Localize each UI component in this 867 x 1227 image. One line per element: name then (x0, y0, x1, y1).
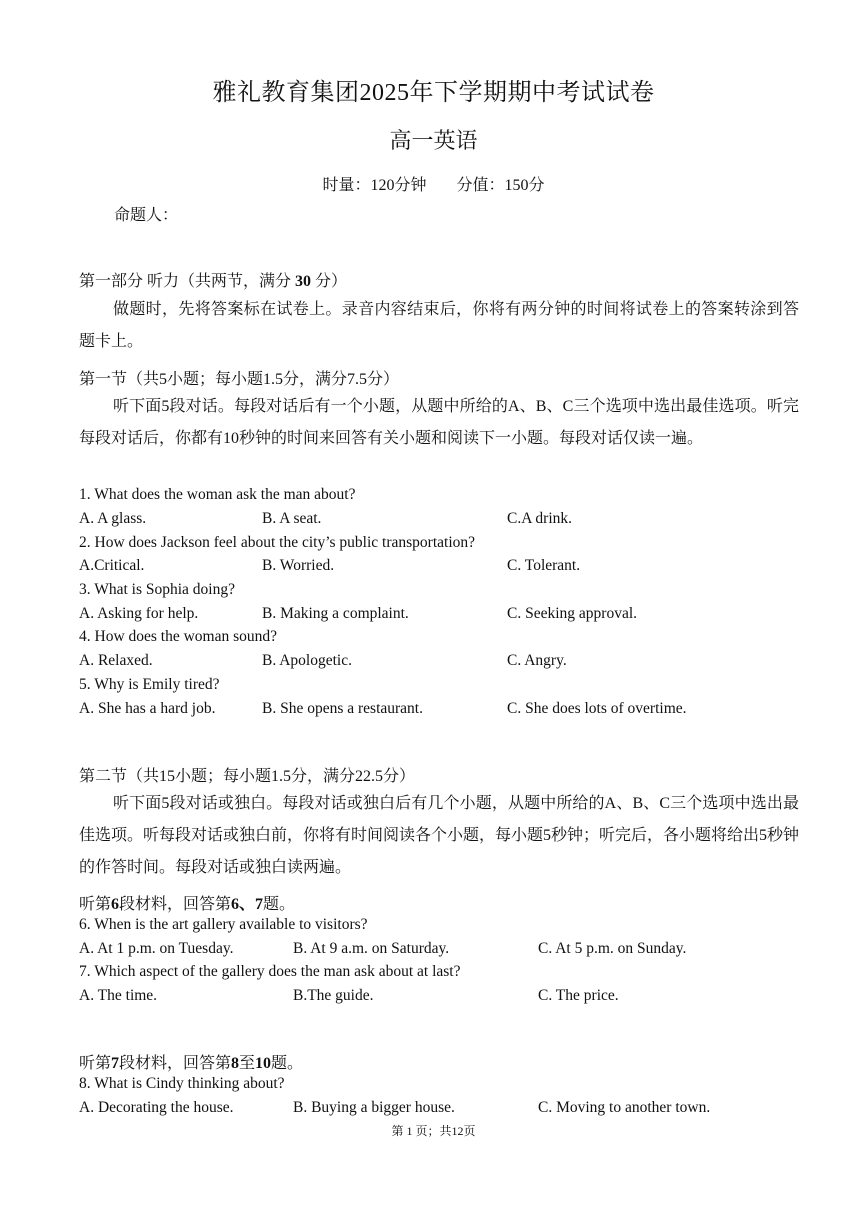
q8-option-c: C. Moving to another town. (538, 1099, 711, 1116)
q2-option-b: B. Worried. (262, 557, 335, 574)
q7-option-c: C. The price. (538, 987, 619, 1004)
q4-option-b: B. Apologetic. (262, 652, 352, 669)
q8-option-a: A. Decorating the house. (79, 1099, 234, 1116)
section2-heading: 第二节（共15小题；每小题1.5分，满分22.5分） (79, 768, 416, 785)
q8-option-b: B. Buying a bigger house. (293, 1099, 455, 1116)
q1-option-b: B. A seat. (262, 510, 322, 527)
question-8: 8. What is Cindy thinking about? (79, 1075, 285, 1092)
question-2: 2. How does Jackson feel about the city’s public transportation? (79, 534, 476, 551)
author-label: 命题人： (114, 207, 179, 224)
question-1: 1. What does the woman ask the man about? (79, 486, 356, 503)
q6-option-b: B. At 9 a.m. on Saturday. (293, 940, 450, 957)
q7-option-a: A. The time. (79, 987, 158, 1004)
exam-subtitle: 高一英语 (389, 128, 478, 153)
q4-option-c: C. Angry. (507, 652, 567, 669)
q2-option-a: A.Critical. (79, 557, 145, 574)
material-6-heading: 听第6段材料，回答第6、7题。 (79, 896, 296, 913)
q1-option-a: A. A glass. (79, 510, 147, 527)
question-3: 3. What is Sophia doing? (79, 581, 235, 598)
total-score: 分值：150分 (456, 177, 545, 194)
question-7: 7. Which aspect of the gallery does the man ask about at last? (79, 963, 461, 980)
q5-option-b: B. She opens a restaurant. (262, 700, 423, 717)
time-limit: 时量：120分钟 (322, 177, 427, 194)
q6-option-a: A. At 1 p.m. on Tuesday. (79, 940, 234, 957)
exam-title: 雅礼教育集团2025年下学期期中考试试卷 (212, 80, 655, 106)
q3-option-a: A. Asking for help. (79, 605, 199, 622)
section1-instructions: 听下面5段对话。每段对话后有一个小题，从题中所给的A、B、C三个选项中选出最佳选项。听完每段对话后，你都有10秒钟的时间来回答有关小题和阅读下一小题。每段对话仅读一遍。 (79, 398, 799, 447)
question-5: 5. Why is Emily tired? (79, 676, 220, 693)
q5-option-c: C. She does lots of overtime. (507, 700, 687, 717)
q1-option-c: C.A drink. (507, 510, 573, 527)
q3-option-c: C. Seeking approval. (507, 605, 638, 622)
q6-option-c: C. At 5 p.m. on Sunday. (538, 940, 687, 957)
section2-instructions: 听下面5段对话或独白。每段对话或独白后有几个小题，从题中所给的A、B、C三个选项中选出最佳选项。听每段对话或独白前，你将有时间阅读各个小题，每小题5秒钟；听完后，各小题将给出5秒钟的作答时间。每段对话或独白读两遍。 (79, 795, 800, 876)
q3-option-b: B. Making a complaint. (262, 605, 409, 622)
exam-meta (0, 172, 867, 195)
question-6: 6. When is the art gallery available to visitors? (79, 916, 368, 933)
q7-option-b: B.The guide. (293, 987, 374, 1004)
page-footer: 第 1 页；共12页 (391, 1124, 476, 1138)
q2-option-c: C. Tolerant. (507, 557, 581, 574)
q4-option-a: A. Relaxed. (79, 652, 153, 669)
part1-heading: 第一部分 听力（共两节，满分 30 分） (79, 273, 348, 290)
q5-option-a: A. She has a hard job. (79, 700, 216, 717)
section1-heading: 第一节（共5小题；每小题1.5分，满分7.5分） (79, 371, 400, 388)
question-4: 4. How does the woman sound? (79, 628, 278, 645)
part1-instructions: 做题时，先将答案标在试卷上。录音内容结束后，你将有两分钟的时间将试卷上的答案转涂到答题卡上。 (79, 301, 799, 350)
material-7-heading: 听第7段材料，回答第8至10题。 (79, 1055, 304, 1072)
